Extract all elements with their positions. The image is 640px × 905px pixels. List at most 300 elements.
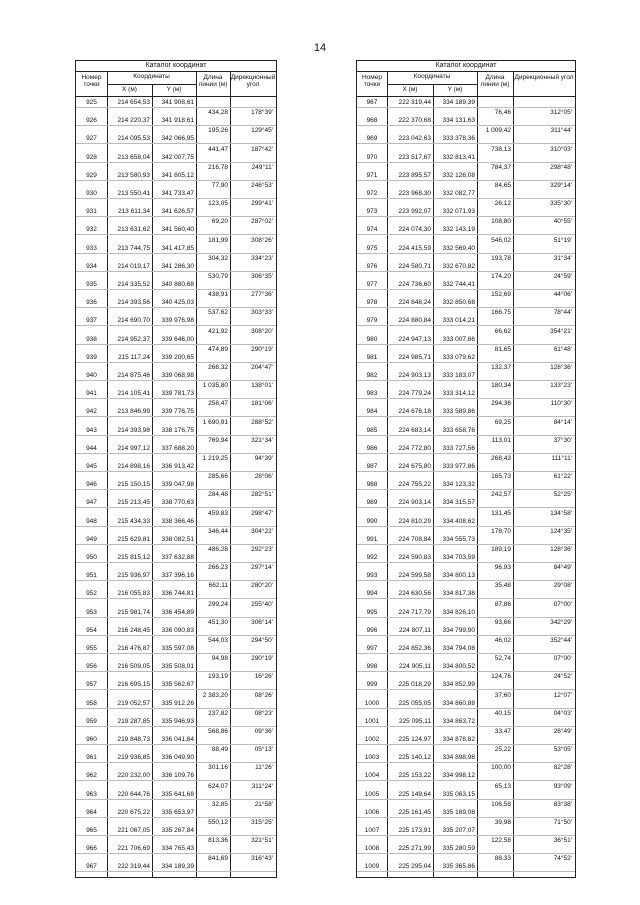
point-number: 990 [366, 517, 378, 525]
point-x: 224 880,84 [398, 317, 431, 325]
point-x: 224 580,71 [398, 262, 431, 270]
point-row [357, 517, 575, 527]
point-row [76, 316, 276, 326]
point-y: 335 912,26 [161, 699, 194, 707]
segment-row [357, 363, 575, 372]
point-x: 224 717,79 [398, 608, 431, 616]
point-row [357, 808, 575, 818]
point-row [76, 98, 276, 108]
point-y: 339 976,98 [161, 317, 194, 325]
point-y: 334 852,99 [442, 681, 475, 689]
segment-length: 841,69 [208, 855, 228, 863]
segment-length: 451,30 [208, 618, 228, 626]
point-row [76, 808, 276, 818]
point-x: 216 248,45 [117, 626, 150, 634]
point-row [76, 444, 276, 454]
point-y: 338 082,51 [161, 535, 194, 543]
point-number: 988 [366, 481, 378, 489]
segment-length: 624,07 [208, 782, 228, 790]
point-y: 332 071,93 [442, 208, 475, 216]
segment-angle: 297°14' [251, 564, 273, 572]
segment-row [76, 454, 276, 463]
point-x: 213 611,34 [117, 208, 150, 216]
segment-length: 96,93 [494, 564, 511, 572]
segment-length: 434,28 [208, 109, 228, 117]
point-y: 334 408,62 [442, 517, 475, 525]
segment-angle: 29°08' [553, 582, 572, 590]
segment-row [76, 345, 276, 354]
segment-length: 193,19 [208, 673, 228, 681]
point-number: 937 [86, 317, 97, 325]
segment-angle: 44°06' [553, 291, 572, 299]
segment-row [76, 618, 276, 627]
point-row [76, 116, 276, 126]
point-row [76, 189, 276, 199]
point-y: 334 800,13 [442, 572, 475, 580]
point-number: 951 [86, 572, 97, 580]
segment-angle: 310°03' [550, 145, 572, 153]
segment-row [357, 691, 575, 700]
segment-row [76, 472, 276, 481]
segment-length: 266,23 [208, 564, 228, 572]
point-y: 335 653,97 [161, 808, 194, 816]
header-num: Номер точки [81, 74, 102, 88]
segment-length: 108,80 [491, 218, 511, 226]
point-x: 219 936,85 [117, 754, 150, 762]
point-y: 340 425,03 [161, 299, 194, 307]
point-y: 338 366,46 [161, 517, 194, 525]
point-x: 225 153,22 [398, 772, 431, 780]
segment-length: 301,16 [208, 764, 228, 772]
segment-angle: 282°51' [251, 491, 273, 499]
point-y: 334 998,12 [442, 772, 475, 780]
point-row [76, 262, 276, 272]
segment-angle: 280°20' [251, 582, 273, 590]
point-number: 966 [86, 845, 97, 853]
point-x: 214 875,46 [117, 372, 150, 379]
point-y: 336 744,81 [161, 590, 194, 598]
point-row [357, 262, 575, 272]
segment-angle: 53°05' [553, 746, 572, 754]
segment-length: 2 383,20 [202, 691, 228, 699]
segment-row [357, 108, 575, 117]
point-x: 219 287,85 [117, 717, 150, 725]
header-angle: Дирекционный угол [230, 74, 276, 88]
segment-row [76, 490, 276, 499]
segment-angle: 110°30' [550, 400, 572, 408]
point-row [357, 844, 575, 854]
point-row [357, 407, 575, 417]
point-x: 215 434,33 [117, 517, 150, 525]
segment-length: 88,49 [211, 746, 228, 754]
point-number: 977 [366, 281, 378, 288]
table-header [76, 72, 276, 97]
point-y: 335 207,07 [442, 827, 475, 834]
point-number: 999 [366, 681, 378, 689]
point-x: 224 630,56 [398, 590, 431, 598]
segment-length: 294,36 [491, 400, 511, 408]
point-number: 974 [366, 226, 378, 234]
point-y: 333 378,36 [442, 135, 475, 143]
segment-angle: 277°36' [251, 291, 273, 299]
point-x: 224 772,80 [398, 444, 431, 452]
point-number: 970 [366, 153, 378, 161]
point-row [357, 608, 575, 618]
segment-angle: 31°34' [553, 254, 572, 262]
point-y: 341 918,61 [161, 117, 194, 125]
point-number: 938 [86, 335, 97, 343]
point-x: 214 105,41 [117, 390, 150, 398]
point-number: 927 [86, 135, 97, 143]
segment-angle: 07°00' [553, 655, 572, 663]
point-number: 934 [86, 262, 97, 270]
point-row [76, 553, 276, 563]
point-row [76, 280, 276, 290]
point-x: 225 124,97 [398, 736, 431, 743]
segment-angle: 05°13' [254, 746, 273, 754]
segment-row [76, 727, 276, 736]
segment-length: 568,86 [208, 727, 228, 735]
point-row [76, 480, 276, 490]
segment-row [357, 600, 575, 609]
segment-length: 537,62 [208, 309, 228, 317]
point-row [76, 771, 276, 781]
point-row [76, 626, 276, 636]
segment-length: 69,25 [494, 418, 511, 426]
point-row [357, 244, 575, 254]
point-y: 333 314,12 [442, 390, 475, 398]
point-number: 925 [86, 99, 97, 106]
point-x: 220 644,76 [117, 790, 150, 798]
segment-length: 181,99 [208, 236, 228, 244]
point-number: 1007 [364, 827, 380, 834]
segment-row [357, 217, 575, 226]
segment-row [76, 563, 276, 572]
segment-row [357, 654, 575, 663]
point-y: 339 047,98 [161, 481, 194, 489]
segment-angle: 11°26' [255, 764, 273, 772]
point-row [357, 444, 575, 454]
segment-row [357, 745, 575, 754]
segment-row [76, 272, 276, 281]
segment-row [76, 181, 276, 190]
segment-row [357, 199, 575, 208]
segment-row [357, 254, 575, 263]
point-x: 214 952,37 [117, 335, 150, 343]
point-number: 948 [86, 517, 97, 525]
point-row [76, 134, 276, 144]
point-y: 335 267,84 [161, 827, 194, 834]
point-x: 213 631,62 [117, 226, 150, 234]
segment-length: 33,47 [494, 727, 511, 735]
point-number: 1004 [364, 772, 380, 780]
point-number: 1003 [364, 754, 380, 762]
coordinate-catalog-left [75, 60, 277, 878]
point-x: 225 149,64 [398, 790, 431, 798]
point-row [357, 153, 575, 163]
segment-length: 216,78 [208, 163, 228, 171]
segment-row [357, 472, 575, 481]
segment-angle: 342°29' [550, 618, 572, 626]
point-y: 334 703,59 [442, 554, 475, 561]
point-x: 215 117,24 [117, 353, 150, 361]
point-y: 335 641,68 [161, 790, 194, 798]
point-row [357, 171, 575, 181]
point-x: 223 042,63 [398, 135, 431, 143]
point-y: 332 126,08 [442, 171, 475, 179]
segment-angle: 134°58' [550, 509, 572, 517]
segment-row [357, 126, 575, 135]
point-row [76, 844, 276, 854]
segment-length: 166,75 [491, 309, 511, 317]
point-number: 967 [86, 863, 97, 871]
segment-angle: 352°44' [550, 636, 572, 644]
point-y: 336 049,90 [161, 754, 194, 762]
point-x: 224 903,13 [398, 372, 431, 379]
segment-angle: 204°47' [251, 363, 273, 371]
segment-angle: 288°52' [251, 418, 273, 426]
point-row [357, 298, 575, 308]
point-row [76, 335, 276, 345]
point-x: 225 055,05 [398, 699, 431, 707]
point-x: 219 052,57 [117, 699, 150, 707]
point-number: 931 [86, 208, 97, 216]
segment-length: 195,26 [208, 127, 228, 135]
segment-row [76, 818, 276, 827]
point-x: 223 895,57 [398, 171, 431, 179]
segment-length: 738,13 [491, 145, 511, 153]
segment-angle: 246°53' [251, 181, 273, 189]
point-y: 341 805,12 [161, 171, 194, 179]
point-row [76, 589, 276, 599]
point-x: 216 476,87 [117, 645, 150, 652]
segment-row [76, 418, 276, 427]
point-number: 965 [86, 827, 97, 834]
segment-angle: 321°34' [251, 436, 273, 444]
table-header [357, 72, 575, 97]
point-row [357, 134, 575, 144]
point-row [357, 571, 575, 581]
point-number: 1000 [364, 699, 380, 707]
point-y: 334 123,32 [442, 481, 475, 489]
point-number: 936 [86, 299, 97, 307]
point-number: 997 [366, 645, 378, 652]
segment-row [357, 308, 575, 317]
segment-angle: 299°41' [251, 200, 273, 208]
point-row [357, 753, 575, 763]
point-x: 213 658,04 [117, 153, 150, 161]
point-x: 225 161,45 [398, 808, 431, 816]
point-y: 332 143,19 [442, 226, 475, 234]
point-x: 213 550,41 [117, 190, 150, 197]
point-y: 335 508,01 [161, 663, 194, 671]
segment-angle: 306°14' [251, 618, 273, 626]
segment-angle: 290°19' [251, 655, 273, 663]
point-number: 981 [366, 353, 378, 361]
point-number: 993 [366, 572, 378, 580]
segment-row [76, 600, 276, 609]
segment-length: 180,34 [491, 382, 511, 390]
point-number: 949 [86, 535, 97, 543]
point-x: 223 992,07 [398, 208, 431, 216]
point-row [76, 699, 276, 709]
point-row [76, 826, 276, 836]
segment-angle: 61°22' [553, 473, 572, 481]
point-number: 1005 [364, 790, 380, 798]
point-number: 950 [86, 554, 97, 561]
segment-length: 39,98 [494, 818, 511, 826]
point-row [76, 717, 276, 727]
segment-angle: 74°52' [553, 855, 572, 863]
point-number: 967 [366, 99, 378, 106]
segment-length: 88,33 [494, 855, 511, 863]
segment-row [357, 782, 575, 791]
point-row [357, 862, 575, 872]
point-row [76, 517, 276, 527]
segment-angle: 24°52' [553, 673, 572, 681]
segment-row [357, 636, 575, 645]
point-row [76, 644, 276, 654]
point-row [357, 353, 575, 363]
point-y: 334 863,72 [442, 717, 475, 725]
segment-angle: 138°01' [251, 382, 273, 390]
segment-length: 474,89 [208, 345, 228, 353]
segment-angle: 16°26' [254, 673, 273, 681]
point-x: 220 232,00 [117, 772, 150, 780]
point-y: 340 880,68 [161, 281, 194, 288]
segment-length: 174,20 [491, 272, 511, 280]
point-x: 215 815,12 [117, 554, 150, 561]
segment-length: 284,48 [208, 491, 228, 499]
segment-angle: 306°35' [251, 272, 273, 280]
segment-row [357, 545, 575, 554]
point-row [357, 189, 575, 199]
segment-length: 87,86 [494, 600, 511, 608]
point-row [357, 389, 575, 399]
segment-length: 813,36 [208, 837, 228, 845]
point-row [76, 353, 276, 363]
point-x: 224 074,30 [398, 226, 431, 234]
point-x: 215 981,74 [117, 608, 150, 616]
point-x: 213 744,75 [117, 244, 150, 252]
point-y: 337 688,20 [161, 444, 194, 452]
segment-length: 189,19 [491, 545, 511, 553]
segment-angle: 294°50' [251, 636, 273, 644]
segment-row [357, 763, 575, 772]
point-x: 224 736,60 [398, 281, 431, 288]
point-row [76, 790, 276, 800]
segment-length: 165,73 [491, 473, 511, 481]
segment-length: 84,65 [494, 181, 511, 189]
point-y: 341 286,30 [161, 262, 194, 270]
segment-angle: 187°42' [251, 145, 273, 153]
point-x: 224 676,18 [398, 408, 431, 416]
point-number: 985 [366, 426, 378, 434]
point-x: 224 848,24 [398, 299, 431, 307]
point-row [357, 699, 575, 709]
segment-length: 346,44 [208, 527, 228, 535]
segment-row [357, 709, 575, 718]
point-x: 224 810,29 [398, 517, 431, 525]
segment-length: 93,66 [494, 618, 511, 626]
segment-angle: 354°21' [550, 327, 572, 335]
segment-length: 1 219,25 [202, 454, 228, 462]
point-number: 972 [366, 190, 378, 197]
point-y: 334 794,08 [442, 645, 475, 652]
segment-angle: 07°00' [553, 600, 572, 608]
segment-angle: 321°51' [251, 837, 273, 845]
point-x: 214 393,56 [117, 299, 150, 307]
point-y: 339 068,98 [161, 372, 194, 379]
segment-row [76, 308, 276, 317]
segment-row [357, 181, 575, 190]
point-row [76, 244, 276, 254]
point-x: 214 335,52 [117, 281, 150, 288]
point-x: 215 150,15 [117, 481, 150, 489]
segment-length: 459,83 [208, 509, 228, 517]
point-x: 215 629,81 [117, 535, 150, 543]
point-y: 333 014,21 [442, 317, 475, 325]
segment-row [357, 800, 575, 809]
segment-row [357, 418, 575, 427]
point-row [357, 790, 575, 800]
header-x: X (м) [122, 86, 137, 93]
segment-angle: 315°25' [251, 818, 273, 826]
segment-row [357, 436, 575, 445]
segment-angle: 26°49' [553, 727, 572, 735]
point-x: 223 517,67 [398, 153, 431, 161]
point-number: 982 [366, 372, 378, 379]
point-x: 224 779,24 [398, 390, 431, 398]
point-x: 224 903,14 [398, 499, 431, 507]
segment-length: 193,78 [491, 254, 511, 262]
segment-length: 66,62 [494, 327, 511, 335]
point-x: 225 271,99 [398, 845, 431, 853]
segment-length: 438,91 [208, 291, 228, 299]
segment-row [357, 854, 575, 863]
point-x: 225 140,12 [398, 754, 431, 762]
segment-length: 113,01 [491, 436, 511, 444]
segment-angle: 311°44' [550, 127, 572, 135]
table-body [357, 97, 575, 877]
segment-length: 299,24 [208, 600, 228, 608]
segment-length: 268,43 [491, 454, 511, 462]
segment-angle: 255°40' [251, 600, 273, 608]
point-number: 1006 [364, 808, 380, 816]
point-number: 979 [366, 317, 378, 325]
segment-length: 40,15 [494, 709, 511, 717]
catalog-title: Каталог координат [76, 61, 276, 72]
point-x: 224 675,80 [398, 463, 431, 470]
segment-length: 662,11 [208, 582, 228, 590]
point-number: 989 [366, 499, 378, 507]
point-x: 224 985,71 [398, 353, 431, 361]
segment-angle: 51°19' [553, 236, 572, 244]
point-row [357, 316, 575, 326]
segment-length: 123,05 [208, 200, 228, 208]
point-row [357, 553, 575, 563]
segment-angle: 84°49' [553, 564, 572, 572]
point-y: 336 913,42 [161, 463, 194, 470]
point-row [357, 207, 575, 217]
segment-row [76, 836, 276, 845]
point-row [76, 680, 276, 690]
point-number: 926 [86, 117, 97, 125]
segment-row [76, 381, 276, 390]
point-y: 341 908,61 [161, 99, 194, 106]
segment-length: 530,79 [208, 272, 228, 280]
segment-row [76, 636, 276, 645]
